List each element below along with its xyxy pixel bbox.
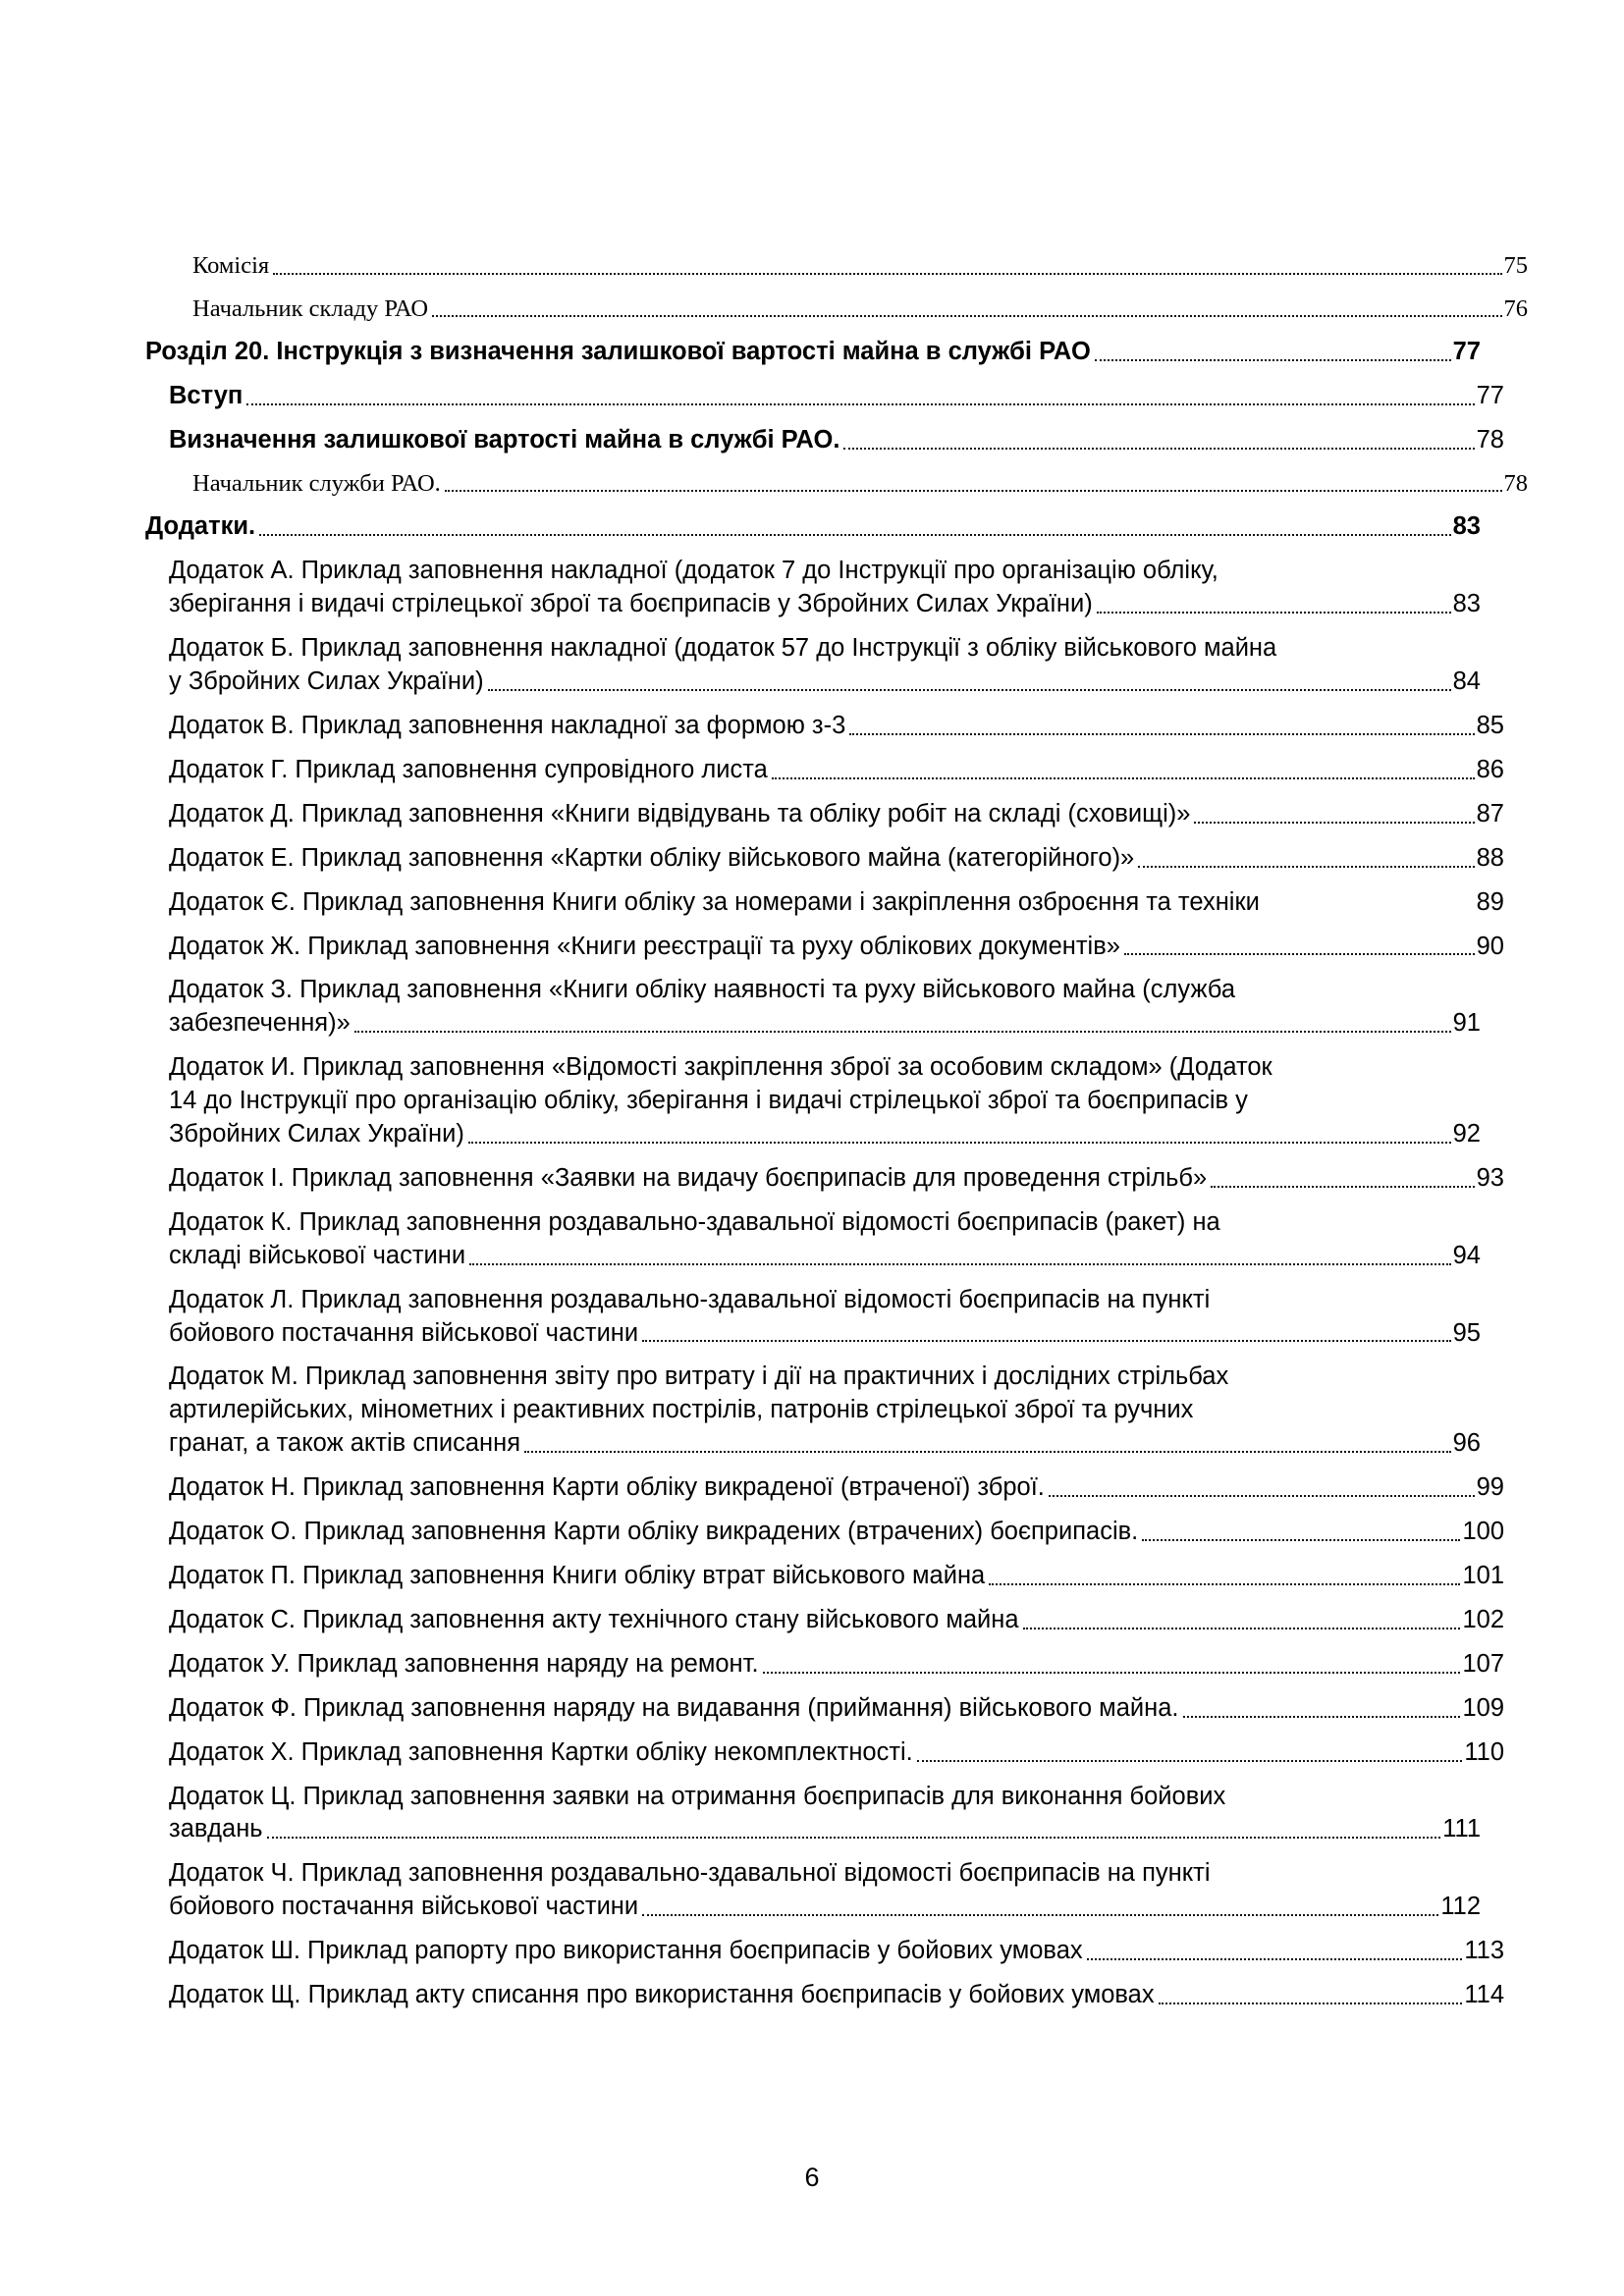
toc-leader-dots xyxy=(246,402,1474,405)
toc-entry-text: Додаток Є. Приклад заповнення Книги обліку за номерами і закріплення озброєння та техніки xyxy=(169,887,1260,916)
toc-entry[interactable] xyxy=(145,842,1504,876)
toc-entry-text: Додаток Д. Приклад заповнення «Книги відвідувань та обліку робіт на складі (сховищі)» xyxy=(169,799,1191,828)
toc-leader-dots xyxy=(917,1759,1463,1762)
toc-page-number: 109 xyxy=(1462,1693,1504,1722)
toc-entry[interactable] xyxy=(145,754,1504,787)
toc-leader-dots xyxy=(273,272,1501,275)
toc-entry-text-line: бойового постачання військової частини xyxy=(169,1893,639,1921)
toc-leader-dots xyxy=(642,1339,1450,1342)
toc-entry[interactable] xyxy=(145,1781,1481,1847)
toc-page-number: 89 xyxy=(1476,887,1504,916)
toc-entry-text-line: Додаток К. Приклад заповнення роздавально-здавальної відомості боєприпасів (ракет) на xyxy=(169,1207,1220,1236)
toc-leader-dots xyxy=(1183,1715,1461,1718)
toc-entry-text-line: Додаток М. Приклад заповнення звіту про витрату і дії на практичних і дослідних стрільбах xyxy=(169,1362,1229,1391)
toc-page-number: 90 xyxy=(1476,932,1504,960)
toc-leader-dots xyxy=(1194,821,1474,824)
toc-entry-text-line: гранат, а також актів списання xyxy=(169,1429,521,1458)
toc-page-number: 83 xyxy=(1452,590,1481,618)
toc-entry-text-line: у Збройних Силах України) xyxy=(169,667,484,696)
toc-entry-text-line: Додаток А. Приклад заповнення накладної (додаток 7 до Інструкції про організацію обліку, xyxy=(169,557,1218,585)
toc-entry[interactable] xyxy=(145,424,1504,457)
toc-entry-text: Додаток В. Приклад заповнення накладної за формою з-3 xyxy=(169,711,846,739)
toc-entry-text: Додаток Ф. Приклад заповнення наряду на видавання (приймання) військового майна. xyxy=(169,1693,1179,1722)
toc-entry-text-line: Додаток Ч. Приклад заповнення роздавально-здавальної відомості боєприпасів на пункті xyxy=(169,1859,1211,1888)
toc-page-number: 87 xyxy=(1476,799,1504,828)
toc-page-number: 95 xyxy=(1452,1318,1481,1347)
toc-page-number: 77 xyxy=(1452,338,1481,366)
toc-entry-text: Додаток О. Приклад заповнення Карти обліку викрадених (втрачених) боєприпасів. xyxy=(169,1518,1139,1546)
toc-leader-dots xyxy=(849,732,1474,735)
toc-entry[interactable] xyxy=(145,798,1504,831)
toc-page-number: 93 xyxy=(1476,1163,1504,1192)
toc-page-number: 114 xyxy=(1464,1981,1504,2009)
toc-entry[interactable] xyxy=(145,974,1481,1041)
toc-entry-text: Додаток С. Приклад заповнення акту технічного стану військового майна xyxy=(169,1605,1019,1633)
toc-leader-dots xyxy=(524,1450,1451,1453)
toc-page-number: 78 xyxy=(1476,425,1504,454)
toc-entry-text: Додаток І. Приклад заповнення «Заявки на видачу боєприпасів для проведення стрільб» xyxy=(169,1163,1208,1192)
toc-entry-text: Комісія xyxy=(192,252,270,279)
toc-entry[interactable] xyxy=(145,1051,1481,1151)
toc-leader-dots xyxy=(772,776,1475,779)
toc-leader-dots xyxy=(1049,1494,1475,1497)
toc-leader-dots xyxy=(488,688,1451,691)
toc-entry-text: Додаток Ж. Приклад заповнення «Книги реєстрації та руху облікових документів» xyxy=(169,932,1120,960)
toc-page-number: 76 xyxy=(1503,294,1528,322)
toc-leader-dots xyxy=(1159,2002,1463,2004)
toc-entry[interactable] xyxy=(145,1361,1481,1461)
table-of-contents xyxy=(145,250,1528,2012)
toc-entry-text: Додаток У. Приклад заповнення наряду на ремонт. xyxy=(169,1649,759,1678)
toc-entry-text: Додаток Н. Приклад заповнення Карти обліку викраденої (втраченої) зброї. xyxy=(169,1473,1045,1502)
toc-entry-text: Додатки. xyxy=(145,512,256,541)
toc-leader-dots xyxy=(1124,952,1475,955)
toc-page-number: 75 xyxy=(1503,252,1528,279)
toc-entry-text-line: Додаток З. Приклад заповнення «Книги обліку наявності та руху військового майна (служба xyxy=(169,976,1236,1004)
toc-entry-text-line: завдань xyxy=(169,1815,263,1843)
toc-leader-dots xyxy=(1023,1627,1461,1629)
toc-page-number: 107 xyxy=(1462,1649,1504,1678)
toc-page-number: 78 xyxy=(1503,469,1528,497)
toc-entry-text: Вступ xyxy=(169,382,244,410)
toc-page-number: 85 xyxy=(1476,711,1504,739)
page-number: 6 xyxy=(804,2163,820,2192)
toc-leader-dots xyxy=(259,533,1451,536)
toc-entry[interactable] xyxy=(145,1560,1504,1593)
toc-entry-text: Додаток П. Приклад заповнення Книги обліку втрат військового майна xyxy=(169,1562,986,1590)
toc-entry-text: Розділ 20. Інструкція з визначення залишкової вартості майна в службі РАО xyxy=(145,338,1091,366)
toc-entry[interactable] xyxy=(145,1692,1504,1726)
toc-page-number: 86 xyxy=(1476,755,1504,783)
toc-entry[interactable] xyxy=(145,632,1481,699)
toc-leader-dots xyxy=(1087,1957,1463,1960)
toc-leader-dots xyxy=(1211,1185,1474,1188)
toc-leader-dots xyxy=(354,1030,1451,1033)
toc-page-number: 91 xyxy=(1452,1009,1481,1038)
toc-entry-text: Додаток Г. Приклад заповнення супровідного листа xyxy=(169,755,768,783)
toc-page-number: 96 xyxy=(1452,1429,1481,1458)
toc-entry[interactable] xyxy=(145,1935,1504,1968)
toc-leader-dots xyxy=(1097,611,1451,614)
toc-leader-dots xyxy=(989,1582,1460,1585)
toc-entry[interactable] xyxy=(145,1648,1504,1682)
toc-page-number: 102 xyxy=(1462,1605,1504,1633)
toc-entry[interactable] xyxy=(145,1284,1481,1351)
toc-page-number: 111 xyxy=(1442,1815,1481,1843)
toc-page-number: 94 xyxy=(1452,1241,1481,1269)
toc-entry[interactable] xyxy=(145,1162,1504,1196)
toc-leader-dots xyxy=(445,489,1502,492)
toc-entry[interactable] xyxy=(145,1516,1504,1549)
toc-entry[interactable] xyxy=(145,510,1481,544)
toc-entry[interactable] xyxy=(145,710,1504,743)
toc-page-number: 110 xyxy=(1464,1737,1504,1766)
toc-entry-text: Додаток Щ. Приклад акту списання про використання боєприпасів у бойових умовах xyxy=(169,1981,1155,2009)
toc-entry[interactable] xyxy=(145,1857,1481,1924)
toc-entry-text-line: Додаток Б. Приклад заповнення накладної (додаток 57 до Інструкції з обліку військового майна xyxy=(169,634,1277,663)
toc-entry-text-line: бойового постачання військової частини xyxy=(169,1318,639,1347)
toc-page-number: 84 xyxy=(1452,667,1481,696)
toc-entry-text-line: складі військової частини xyxy=(169,1241,466,1269)
toc-entry[interactable] xyxy=(145,1604,1504,1637)
toc-entry-text-line: Додаток И. Приклад заповнення «Відомості закріплення зброї за особовим складом» (Додаток xyxy=(169,1053,1272,1082)
toc-page-number: 88 xyxy=(1476,843,1504,872)
toc-entry[interactable] xyxy=(145,1471,1504,1505)
toc-leader-dots xyxy=(843,447,1474,450)
toc-leader-dots xyxy=(267,1836,1441,1839)
toc-entry[interactable] xyxy=(145,1206,1481,1273)
toc-entry-text-line: Додаток Л. Приклад заповнення роздавально-здавальної відомості боєприпасів на пункті xyxy=(169,1285,1211,1313)
toc-entry[interactable] xyxy=(145,1979,1504,2012)
toc-leader-dots xyxy=(469,1262,1451,1265)
toc-entry[interactable] xyxy=(145,1736,1504,1770)
toc-leader-dots xyxy=(642,1913,1438,1916)
toc-page-number: 101 xyxy=(1462,1562,1504,1590)
toc-entry-text-line: зберігання і видачі стрілецької зброї та боєприпасів у Збройних Силах України) xyxy=(169,590,1093,618)
toc-entry-text-line: 14 до Інструкції про організацію обліку, зберігання і видачі стрілецької зброї та боєприпасів у xyxy=(169,1087,1248,1115)
toc-entry[interactable] xyxy=(145,468,1528,501)
toc-leader-dots xyxy=(432,314,1501,317)
toc-entry-text: Додаток Ш. Приклад рапорту про використання боєприпасів у бойових умовах xyxy=(169,1937,1083,1965)
toc-entry[interactable] xyxy=(145,931,1504,964)
toc-page-number: 77 xyxy=(1476,382,1504,410)
toc-entry-text: Додаток Х. Приклад заповнення Картки обліку некомплектності. xyxy=(169,1737,913,1766)
toc-entry-text: Начальник складу РАО xyxy=(192,294,429,322)
toc-entry[interactable] xyxy=(145,336,1481,369)
toc-entry-text: Визначення залишкової вартості майна в службі РАО. xyxy=(169,425,840,454)
toc-leader-dots xyxy=(763,1671,1461,1674)
toc-leader-dots xyxy=(468,1141,1451,1144)
toc-entry-text-line: Додаток Ц. Приклад заповнення заявки на отримання боєприпасів для виконання бойових xyxy=(169,1782,1226,1810)
toc-page-number: 112 xyxy=(1440,1893,1481,1921)
toc-page-number: 92 xyxy=(1452,1120,1481,1148)
toc-entry[interactable] xyxy=(145,250,1528,283)
toc-entry[interactable] xyxy=(145,886,1504,920)
toc-leader-dots xyxy=(1142,1538,1460,1541)
toc-page-number: 83 xyxy=(1452,512,1481,541)
toc-entry[interactable] xyxy=(145,380,1504,413)
toc-page-number: 100 xyxy=(1462,1518,1504,1546)
toc-entry-text: Начальник служби РАО. xyxy=(192,469,441,497)
toc-page-number: 99 xyxy=(1476,1473,1504,1502)
toc-entry-text: Додаток Е. Приклад заповнення «Картки обліку військового майна (категорійного)» xyxy=(169,843,1135,872)
toc-page-number: 113 xyxy=(1464,1937,1504,1965)
toc-leader-dots xyxy=(1264,911,1475,912)
toc-entry[interactable] xyxy=(145,294,1528,326)
toc-leader-dots xyxy=(1095,358,1451,361)
toc-leader-dots xyxy=(1138,865,1474,868)
toc-entry-text-line: артилерійських, мінометних і реактивних пострілів, патронів стрілецької зброї та ручних xyxy=(169,1396,1194,1424)
toc-entry[interactable] xyxy=(145,555,1481,621)
toc-entry-text-line: Збройних Силах України) xyxy=(169,1120,464,1148)
toc-entry-text-line: забезпечення)» xyxy=(169,1009,351,1038)
